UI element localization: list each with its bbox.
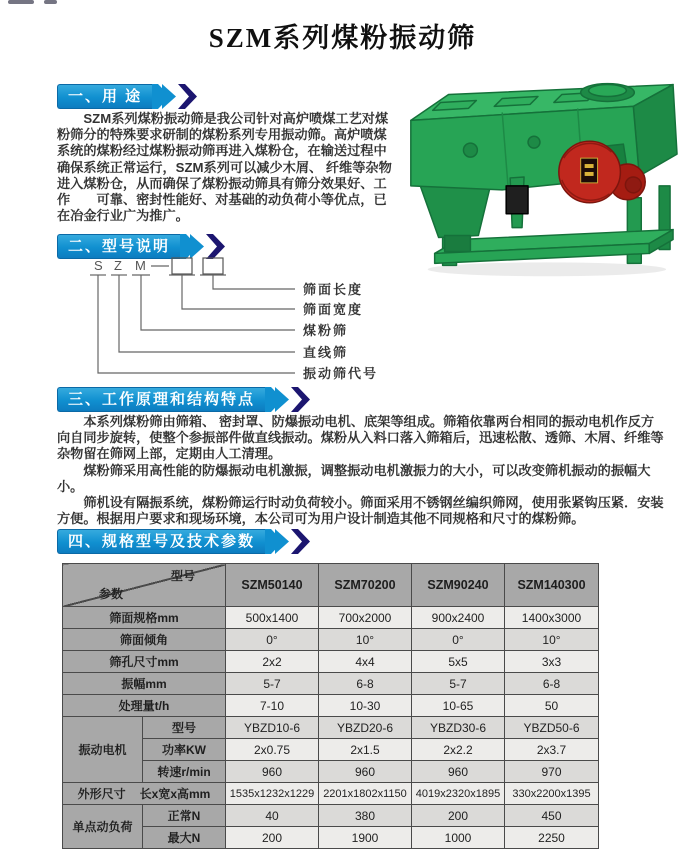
section-model-heading: 二、型号说明 xyxy=(57,234,180,259)
model-code-diagram xyxy=(85,256,385,384)
cell-value: 2x1.5 xyxy=(319,739,412,761)
cell-value: 200 xyxy=(226,827,319,849)
diagram-lines xyxy=(90,258,295,373)
specs-table xyxy=(62,563,599,849)
row-label-load-max: 最大N xyxy=(143,827,226,849)
cell-value: 970 xyxy=(505,761,599,783)
cell-value: 4019x2320x1895 xyxy=(412,783,505,805)
cell-value: 2x2 xyxy=(226,651,319,673)
cell-value: 5x5 xyxy=(412,651,505,673)
cell-value: 0° xyxy=(226,629,319,651)
cell-value: 200 xyxy=(412,805,505,827)
column-header-model: SZM50140 xyxy=(226,564,319,607)
usage-line: 作 可靠、密封性能好、对基础的动负荷小等优点，已 xyxy=(57,192,387,208)
row-label-hole-size: 筛孔尺寸mm xyxy=(63,651,226,673)
scan-artifact xyxy=(44,0,57,4)
cell-value: 1000 xyxy=(412,827,505,849)
cell-value: 960 xyxy=(226,761,319,783)
group-label-motor: 振动电机 xyxy=(63,717,143,783)
banner-chevron-icon xyxy=(265,387,311,412)
section-usage-heading: 一、用 途 xyxy=(57,84,152,109)
cell-value: 5-7 xyxy=(226,673,319,695)
table-row xyxy=(63,607,599,629)
scan-artifact xyxy=(8,0,34,4)
table-row xyxy=(63,717,599,739)
cell-value: YBZD30-6 xyxy=(412,717,505,739)
row-label-motor-model: 型号 xyxy=(143,717,226,739)
code-letter-s: S xyxy=(94,258,103,273)
cell-value: 6-8 xyxy=(319,673,412,695)
usage-line: 进入煤粉仓，从而确保了煤粉振动筛具有筛分效果好、工 xyxy=(57,175,387,191)
code-letter-m: M xyxy=(135,258,146,273)
row-label-incline: 筛面倾角 xyxy=(63,629,226,651)
row-label-capacity: 处理量t/h xyxy=(63,695,226,717)
cell-value: 700x2000 xyxy=(319,607,412,629)
banner-chevron-icon xyxy=(265,529,311,554)
principle-line: 方便。根据用户要求和现场环境，本公司可为用户设计制造其他不同规格和尺寸的煤粉筛。 xyxy=(57,511,585,527)
table-row xyxy=(63,673,599,695)
usage-line: SZM系列煤粉振动筛是我公司针对高炉喷煤工艺对煤 xyxy=(57,111,389,126)
table-row xyxy=(63,739,599,761)
principle-paragraph xyxy=(57,414,669,527)
cell-value: YBZD20-6 xyxy=(319,717,412,739)
cell-value: 2250 xyxy=(505,827,599,849)
group-label-load: 单点动负荷 xyxy=(63,805,143,849)
table-row xyxy=(63,695,599,717)
principle-line: 本系列煤粉筛由筛箱、 密封罩、防爆振动电机、底架等组成。筛箱依靠两台相同的振动电机作反方 xyxy=(57,414,655,429)
cell-value: 1900 xyxy=(319,827,412,849)
cell-value: 10° xyxy=(505,629,599,651)
principle-line: 小。 xyxy=(57,478,84,494)
diagram-labels xyxy=(302,282,378,381)
cell-value: YBZD10-6 xyxy=(226,717,319,739)
cell-value: 10° xyxy=(319,629,412,651)
cell-value: 2x0.75 xyxy=(226,739,319,761)
section-principle-heading: 三、工作原理和结构特点 xyxy=(57,387,265,412)
table-row xyxy=(63,783,599,805)
dimensions-sublabel: 长x宽x高mm xyxy=(139,787,211,801)
cell-value: 50 xyxy=(505,695,599,717)
cell-value: 900x2400 xyxy=(412,607,505,629)
usage-line: 在冶金行业广为推广。 xyxy=(57,208,189,224)
usage-line: 系统的煤粉经过煤粉振动筛再进入煤粉仓，在输送过程中 xyxy=(57,143,387,159)
principle-line: 向自同步旋转，使整个参振部件做直线振动。煤粉从入料口落入筛箱后，迅速松散、透筛、木屑、纤维等 xyxy=(57,430,664,446)
table-row xyxy=(63,629,599,651)
label-vibrating-code: 振动筛代号 xyxy=(303,366,379,381)
cell-value: 1400x3000 xyxy=(505,607,599,629)
cell-value: 1535x1232x1229 xyxy=(226,783,319,805)
row-label-motor-power: 功率KW xyxy=(143,739,226,761)
cell-value: 2x3.7 xyxy=(505,739,599,761)
cell-value: 7-10 xyxy=(226,695,319,717)
cell-value: 5-7 xyxy=(412,673,505,695)
corner-model-label: 型号 xyxy=(170,569,195,583)
table-corner-cell xyxy=(63,564,226,607)
label-screen-length: 筛面长度 xyxy=(303,282,364,297)
table-row xyxy=(63,805,599,827)
column-header-model: SZM140300 xyxy=(505,564,599,607)
model-code-letters xyxy=(94,258,146,273)
label-screen-width: 筛面宽度 xyxy=(303,302,364,317)
usage-paragraph xyxy=(57,111,392,224)
usage-line: 粉筛分的特殊要求研制的煤粉系列专用振动筛。高炉喷煤 xyxy=(57,127,387,143)
machine-shadow xyxy=(428,262,666,276)
row-label-amplitude: 振幅mm xyxy=(63,673,226,695)
section-specs-banner xyxy=(57,529,311,554)
cell-value: 4x4 xyxy=(319,651,412,673)
cell-value: 500x1400 xyxy=(226,607,319,629)
section-principle-banner xyxy=(57,387,311,412)
cell-value: 3x3 xyxy=(505,651,599,673)
cell-value: 6-8 xyxy=(505,673,599,695)
row-label-motor-speed: 转速r/min xyxy=(143,761,226,783)
section-usage-banner xyxy=(57,84,198,109)
cell-value: 0° xyxy=(412,629,505,651)
principle-line: 筛机设有隔振系统，煤粉筛运行时动负荷较小。筛面采用不锈钢丝编织筛网，使用张紧钩压紧．安装 xyxy=(57,495,664,511)
cell-value: 10-65 xyxy=(412,695,505,717)
cell-value: 960 xyxy=(412,761,505,783)
label-coal-screen: 煤粉筛 xyxy=(303,323,349,338)
cell-value: 330x2200x1395 xyxy=(505,783,599,805)
column-header-model: SZM90240 xyxy=(412,564,505,607)
principle-line: 煤粉筛采用高性能的防爆振动电机激振，调整振动电机激振力的大小，可以改变筛机振动的振幅大 xyxy=(57,462,651,478)
row-label-dimensions xyxy=(63,783,226,805)
product-image xyxy=(383,58,681,280)
cell-value: 450 xyxy=(505,805,599,827)
cell-value: 2201x1802x1150 xyxy=(319,783,412,805)
table-row xyxy=(63,651,599,673)
cell-value: 10-30 xyxy=(319,695,412,717)
dimensions-label: 外形尺寸 xyxy=(77,787,126,801)
column-header-model: SZM70200 xyxy=(319,564,412,607)
label-linear-screen: 直线筛 xyxy=(303,345,349,360)
code-letter-z: Z xyxy=(114,258,122,273)
cell-value: 960 xyxy=(319,761,412,783)
cell-value: 40 xyxy=(226,805,319,827)
row-label-screen-size: 筛面规格mm xyxy=(63,607,226,629)
usage-line: 确保系统正常运行，SZM系列可以减少木屑、 纤维等杂物 xyxy=(57,159,392,175)
corner-param-label: 参数 xyxy=(99,587,124,601)
cell-value: YBZD50-6 xyxy=(505,717,599,739)
banner-chevron-icon xyxy=(152,84,198,109)
table-row xyxy=(63,761,599,783)
cell-value: 380 xyxy=(319,805,412,827)
row-label-load-normal: 正常N xyxy=(143,805,226,827)
principle-line: 杂物留在筛网上部，定期由人工清理。 xyxy=(57,446,282,462)
table-row xyxy=(63,827,599,849)
page-title: SZM系列煤粉振动筛 xyxy=(208,23,477,53)
cell-value: 2x2.2 xyxy=(412,739,505,761)
section-specs-heading: 四、规格型号及技术参数 xyxy=(57,529,265,554)
